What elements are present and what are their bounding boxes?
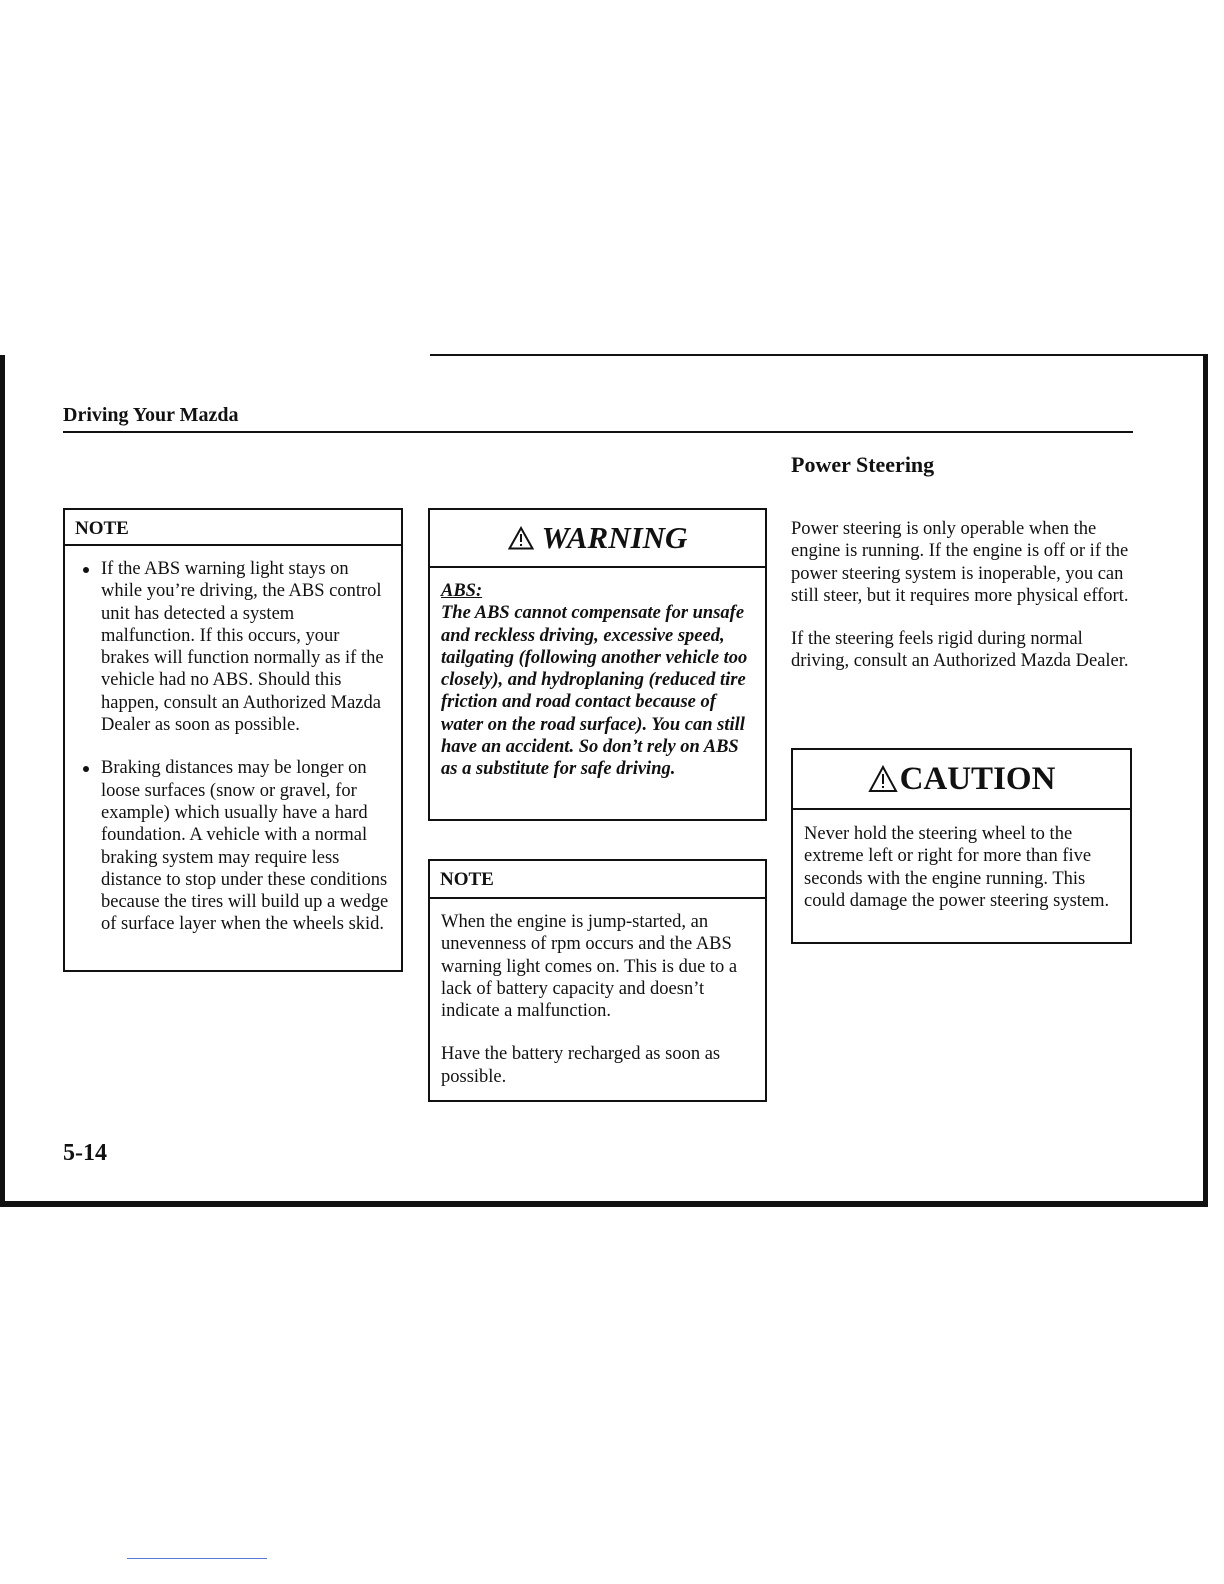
bullet-icon <box>83 766 89 772</box>
list-item <box>76 558 390 736</box>
warning-box <box>428 508 767 821</box>
bullet-icon <box>83 567 89 573</box>
note-box-left <box>63 508 403 972</box>
warning-text: The ABS cannot compensate for unsafe and reckless driving, excessive speed, tailgating (following another vehicle too closely), and hydroplaning (reduced tire friction and road contact because of water on the road surface). You can still have an accident. So don’t rely on ABS as a substitute for safe driving. <box>441 603 748 780</box>
top-rule <box>430 354 1208 356</box>
list-item <box>76 757 390 935</box>
power-steering-paragraph: If the steering feels rigid during normal driving, consult an Authorized Mazda Dealer. <box>791 629 1129 672</box>
caution-triangle-icon <box>868 765 898 793</box>
power-steering-paragraph: Power steering is only operable when the engine is running. If the engine is off or if the power steering system is inoperable, you can still steer, but it requires more physical effort. <box>791 519 1129 606</box>
note-heading: NOTE <box>65 510 401 546</box>
power-steering-title: Power Steering <box>791 452 935 477</box>
note-bullet-list <box>76 558 390 936</box>
header-rule <box>63 431 1133 433</box>
caution-body <box>793 810 1130 920</box>
note-box-middle <box>428 859 767 1102</box>
caution-text: Never hold the steering wheel to the extreme left or right for more than five seconds with the engine running. This could damage the power steering system. <box>804 824 1110 911</box>
note-paragraph: Have the battery recharged as soon as possible. <box>441 1044 721 1087</box>
caution-title: CAUTION <box>899 760 1056 797</box>
warning-subtitle: ABS: <box>441 581 483 601</box>
caution-banner <box>793 750 1130 810</box>
warning-banner <box>430 510 765 568</box>
page-number: 5-14 <box>63 1140 107 1166</box>
note-body <box>430 899 765 1096</box>
note-heading: NOTE <box>430 861 765 899</box>
footer-link-line <box>127 1558 267 1559</box>
warning-body <box>430 568 765 789</box>
note-body <box>65 546 401 944</box>
section-title: Driving Your Mazda <box>63 404 239 426</box>
warning-title: WARNING <box>541 520 688 555</box>
note-paragraph: When the engine is jump-started, an unevenness of rpm occurs and the ABS warning light comes on. This is due to a lack of battery capacity and doesn’t indicate a malfunction. <box>441 912 738 1022</box>
bullet-text: Braking distances may be longer on loose surfaces (snow or gravel, for example) which usually have a hard foundation. A vehicle with a normal braking system may require less distance to stop under these conditions because the tires will build up a wedge of surface layer when the wheels skid. <box>101 758 389 935</box>
power-steering-text <box>791 518 1136 673</box>
warning-triangle-icon <box>508 526 534 550</box>
caution-box <box>791 748 1132 944</box>
bullet-text: If the ABS warning light stays on while you’re driving, the ABS control unit has detected a system malfunction. If this occurs, your brakes will function normally as if the vehicle had no ABS. Should this happen, consult an Authorized Mazda Dealer as soon as possible. <box>101 559 384 736</box>
